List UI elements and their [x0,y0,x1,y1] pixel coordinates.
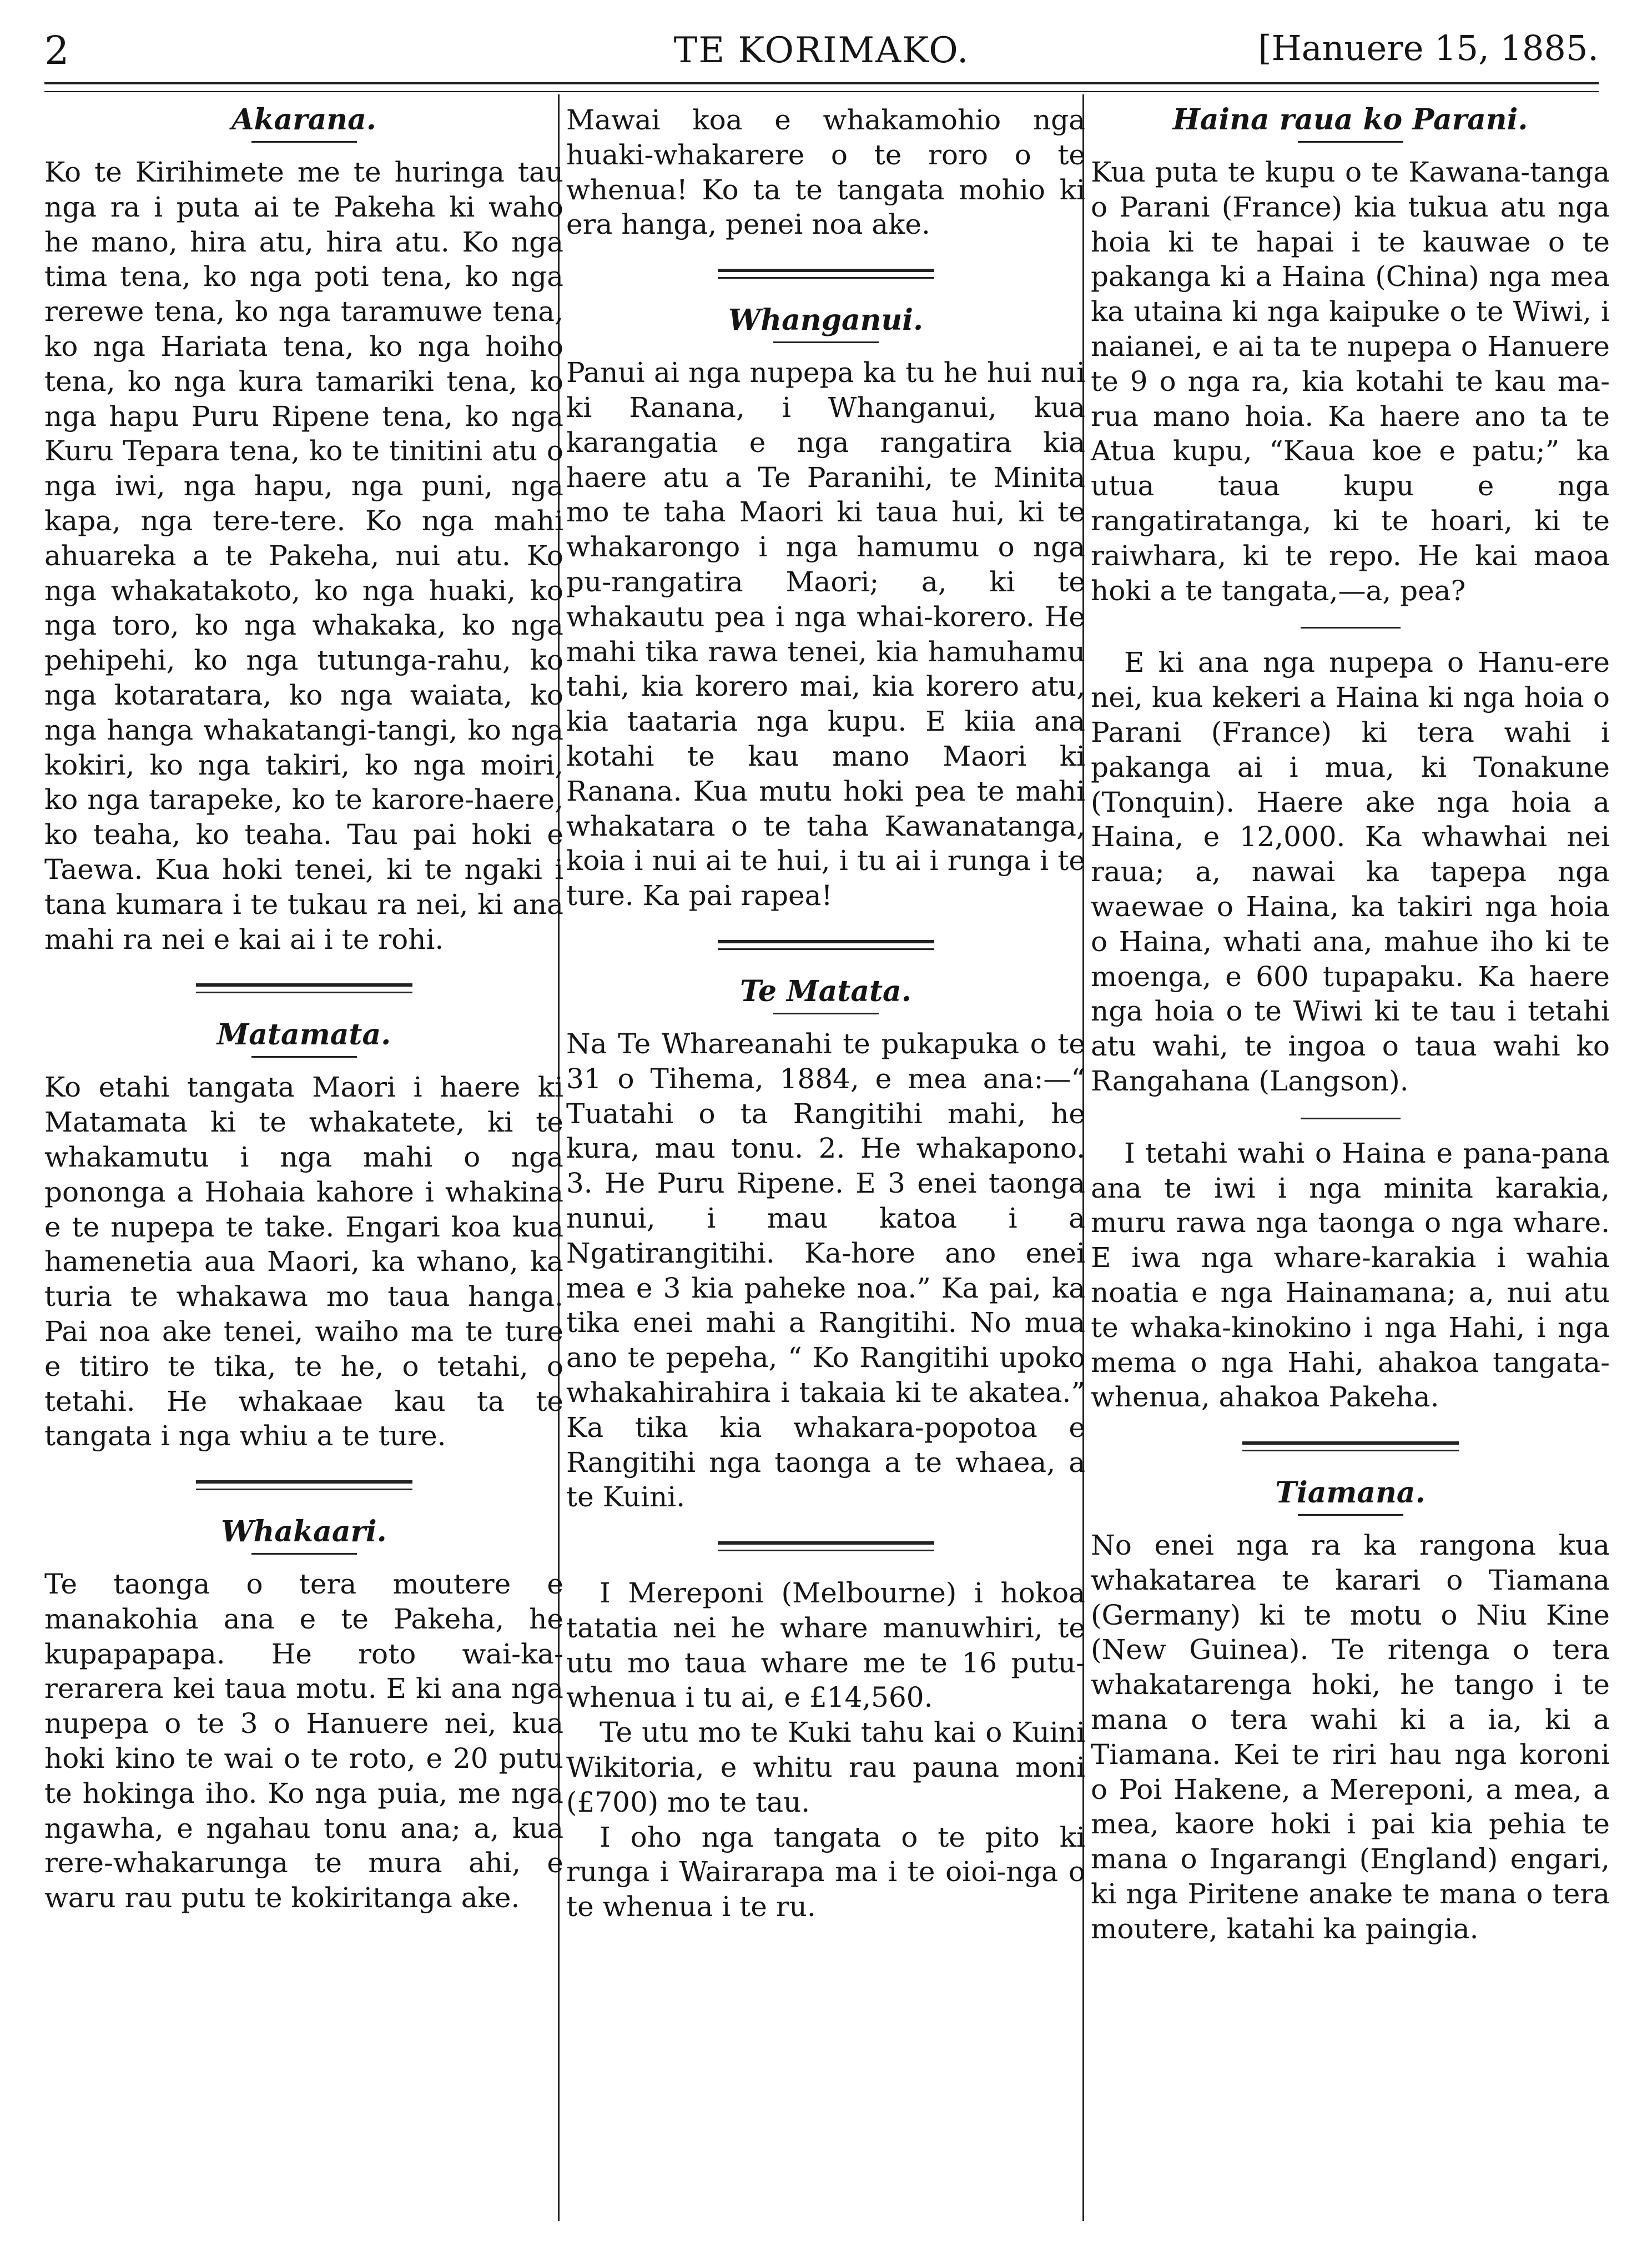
heading-rule [1298,1514,1403,1516]
article-paragraph: E ki ana nga nupepa o Hanu-ere nei, kua kekeri a Haina ki nga hoia o Parani (France) ki tera wahi i pakanga ai i mua, ki Tonakune (Tonquin). Haere ake nga hoia a Haina, e 12,000. Ka whawhai nei raua; a, nawai ka tapepa nga waewae o Haina, ka takiri nga hoia o Haina, whati ana, mahue iho ki te moenga, e 600 tupapaku. Ka haere nga hoia o te Wiwi ki te tau i tetahi atu wahi, te ingoa o taua wahi ko Rangahana (Langson). [1091,646,1610,1097]
heading-rule [251,141,357,143]
section-heading-whanganui: Whanganui. [728,303,924,338]
header-rule [44,82,1599,84]
section-separator [196,983,412,993]
article-paragraph: I Mereponi (Melbourne) i hokoa tatatia nei he whare manuwhiri, te utu mo taua whare me te 16 putu-whenua i tu ai, e £14,560. [566,1577,1085,1714]
article-paragraph: Mawai koa e whakamohio nga huaki-whakarere o te roro o te whenua! Ko ta te tangata mohio ki era hanga, penei noa ake. [566,104,1085,241]
section-heading-matamata: Matamata. [216,1018,391,1052]
issue-date: [Hanuere 15, 1885. [1258,28,1599,68]
article-paragraph: Kua puta te kupu o te Kawana-tanga o Parani (France) kia tukua atu nga hoia ki te hapai i te kauwae o te pakanga ki a Haina (China) nga mea ka utaina ki nga kaipuke o te Wiwi, i naianei, e ai ta te nupepa o Hanuere te 9 o nga ra, kia kotahi te kau ma-rua mano hoia. Ka haere ano ta te Atua kupu, “Kaua koe e patu;” ka utua taua kupu e nga rangatiratanga, ki te hoari, ki te raiwhara, ki te repo. He kai maoa hoki a te tangata,—a, pea? [1091,156,1610,607]
section-separator [718,269,934,279]
article-paragraph: I tetahi wahi o Haina e pana-pana ana te iwi i nga minita karakia, muru rawa nga taonga o nga whare. E iwa nga whare-karakia i wahia noatia e nga Hainamana; a, nui atu te whaka-kinokino i nga Hahi, i nga mema o nga Hahi, ahakoa tangata-whenua, ahakoa Pakeha. [1091,1137,1610,1414]
article-paragraph: Te utu mo te Kuki tahu kai o Kuini Wikitoria, e whitu rau pauna moni (£700) mo te tau. [566,1716,1085,1818]
article-paragraph: Ko etahi tangata Maori i haere ki Matamata ki te whakatete, ki te whakamutu i nga mahi o nga pononga a Hohaia kahore i whakina e te nupepa te take. Engari koa kua hamenetia aua Maori, ka whano, ka turia te whakawa mo taua hanga. Pai noa ake tenei, waiho ma te ture e titiro te tika, te he, o tetahi, o tetahi. He whakaae kau ta te tangata i nga whiu a te ture. [44,1071,563,1452]
page-number: 2 [44,28,69,73]
section-heading-haina-raua-ko-parani: Haina raua ko Parani. [1172,103,1528,137]
column-1 [44,103,563,1916]
heading-rule [773,341,879,343]
column-2 [566,103,1085,1924]
section-separator [718,1541,934,1551]
newspaper-title: TE KORIMAKO. [673,30,970,71]
article-paragraph: I oho nga tangata o te pito ki runga i Wairarapa ma i te oioi-nga o te whenua i te ru. [566,1821,1085,1923]
column-3 [1091,103,1610,1947]
article-paragraph: Te taonga o tera moutere e manakohia ana e te Pakeha, he kupapapapa. He roto wai-ka-rerarera kei taua motu. E ki ana nga nupepa o te 3 o Hanuere nei, kua hoki kino te wai o te roto, e 20 putu te hokinga iho. Ko nga puia, me nga ngawha, e ngahau tonu ana; a, kua rere-whakarunga te mura ahi, e waru rau putu te kokiritanga ake. [44,1568,563,1914]
article-paragraph: Panui ai nga nupepa ka tu he hui nui ki Ranana, i Whanganui, kua karangatia e nga rangatira kia haere atu a Te Paranihi, te Minita mo te taha Maori ki taua hui, ki te whakarongo i nga hamumu o nga pu-rangatira Maori; a, ki te whakautu pea i nga whai-korero. He mahi tika rawa tenei, kia hamuhamu tahi, kia korero mai, kia korero atu, kia taataria nga kupu. E kiia ana kotahi te kau mano Maori ki Ranana. Kua mutu hoki pea te mahi whakatara o te taha Kawanatanga, koia i nui ai te hui, i tu ai i runga i te ture. Ka pai rapea! [566,356,1085,912]
section-heading-whakaari: Whakaari. [221,1515,387,1549]
heading-rule [251,1553,357,1555]
section-heading-te-matata: Te Matata. [740,974,911,1008]
section-separator [1242,1441,1459,1451]
header-rule-thin [44,91,1599,92]
article-paragraph: Na Te Whareanahi te pukapuka o te 31 o Tihema, 1884, e mea ana:—“ Tuatahi o ta Rangitihi mahi, he kura, mau tonu. 2. He whakapono. 3. He Puru Ripene. E 3 enei taonga nunui, i mau katoa i a Ngatirangitihi. Ka-hore ano enei mea e 3 kia paheke noa.” Ka pai, ka tika enei mahi a Rangitihi. No mua ano te pepeha, “ Ko Rangitihi upoko whakahirahira i takaia ki te akatea.” Ka tika kia whakara-popotoa e Rangitihi nga taonga a te whaea, a te Kuini. [566,1027,1085,1514]
page-header [44,28,1599,83]
section-heading-akarana: Akarana. [231,103,376,137]
paragraph-separator [1301,627,1401,629]
section-separator [196,1480,412,1490]
article-paragraph: Ko te Kirihimete me te huringa tau nga ra i puta ai te Pakeha ki waho he mano, hira atu, hira atu. Ko nga tima tena, ko nga poti tena, ko nga rerewe tena, ko nga taramuwe tena, ko nga Hariata tena, ko nga hoiho tena, ko nga kura tamariki tena, ko nga hapu Puru Ripene tena, ko nga Kuru Tepara tena, ko te tinitini atu o nga iwi, nga hapu, nga puni, nga kapa, nga tere-tere. Ko nga mahi ahuareka a te Pakeha, nui atu. Ko nga whakatakoto, ko nga huaki, ko nga toro, ko nga whakaka, ko nga pehipehi, ko nga tutunga-rahu, ko nga kotaratara, ko nga waiata, ko nga hanga whakatangi-tangi, ko nga kokiri, ko nga takiri, ko nga moiri, ko nga tarapeke, ko te karore-haere, ko teaha, ko teaha. Tau pai hoki e Taewa. Kua hoki tenei, ki te ngaki i tana kumara i te tukau ra nei, ki ana mahi ra nei e kai ai i te rohi. [44,156,563,956]
article-paragraph: No enei nga ra ka rangona kua whakatarea te karari o Tiamana (Germany) ki te motu o Niu Kine (New Guinea). Te ritenga o tera whakatarenga hoki, he tango i te mana o tera wahi ki a ia, ki a Tiamana. Kei te riri hau nga koroni o Poi Hakene, a Mereponi, a mea, a mea, kaore hoki i pai kia pehia te mana o Ingarangi (England) engari, ki nga Piritene anake te mana o tera moutere, katahi ka paingia. [1091,1529,1610,1945]
section-heading-tiamana: Tiamana. [1275,1476,1426,1510]
heading-rule [251,1056,357,1058]
heading-rule [1298,141,1403,143]
paragraph-separator [1301,1118,1401,1119]
heading-rule [773,1013,879,1014]
section-separator [718,940,934,950]
